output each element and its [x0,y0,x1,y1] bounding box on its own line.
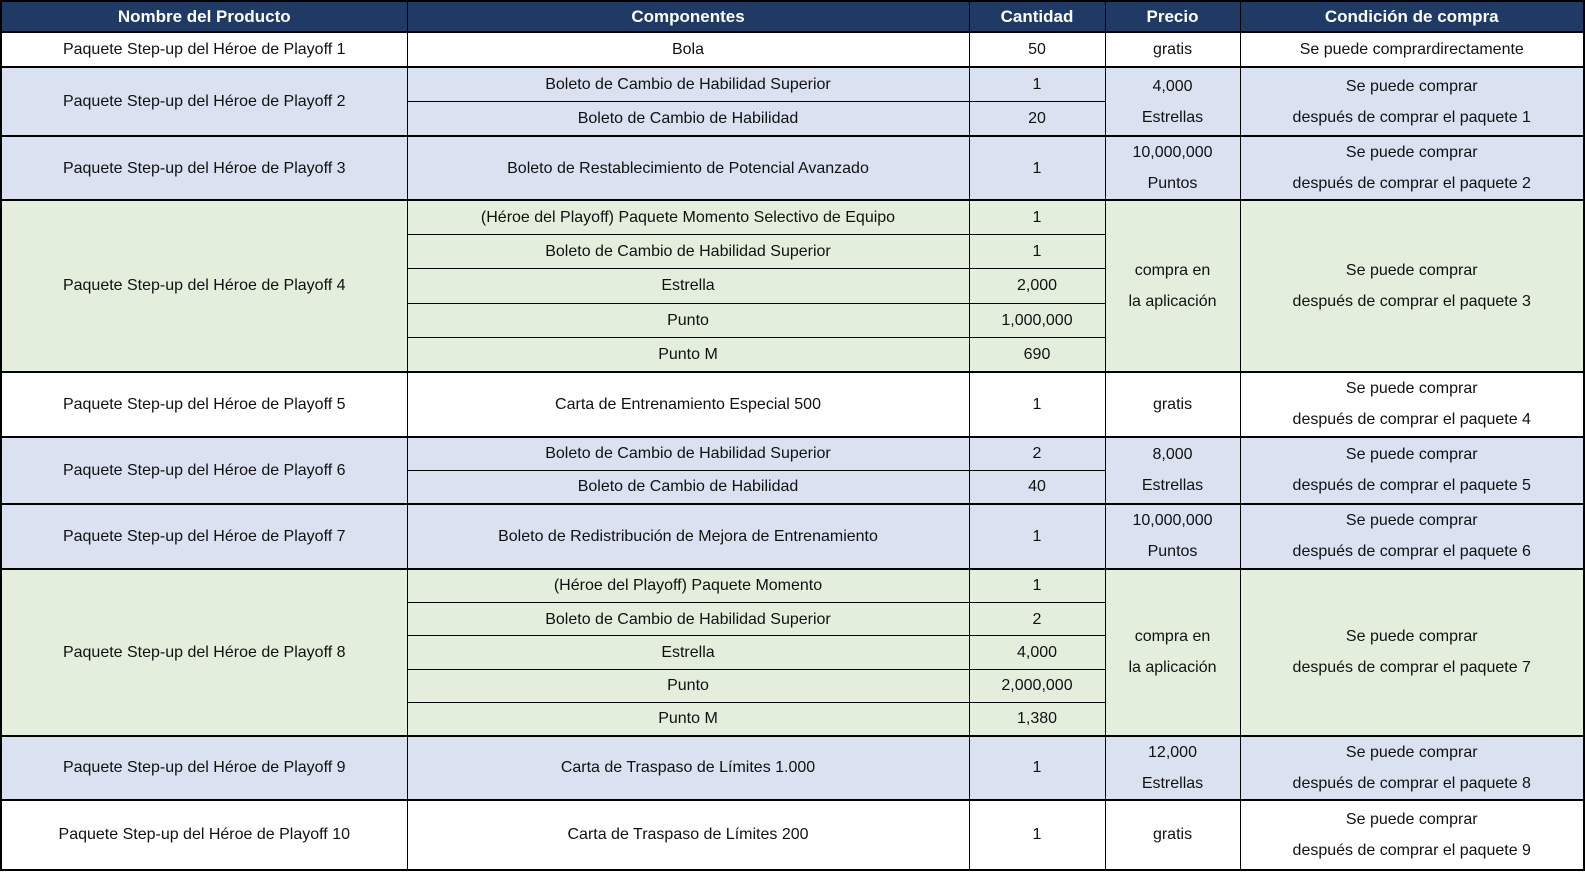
product-name-cell [1,200,407,372]
quantity-cell [969,569,1105,602]
component-cell [407,602,969,635]
quantity-cell [969,102,1105,137]
condition-cell [1240,504,1584,569]
quantity-cell-text: 4,000 [1016,643,1058,661]
product-name-cell-text: Paquete Step-up del Héroe de Playoff 2 [62,93,346,110]
component-cell-text: Punto [667,677,709,695]
product-name-cell-text: Paquete Step-up del Héroe de Playoff 9 [62,759,346,777]
quantity-cell [969,200,1105,234]
quantity-cell-text: 2,000,000 [1001,677,1073,695]
quantity-cell-text: 2 [1032,445,1042,463]
product-name-cell-text: Paquete Step-up del Héroe de Playoff 1 [62,41,346,58]
component-cell-text: Boleto de Cambio de Habilidad Superior [545,610,831,628]
quantity-cell-text: 1 [1032,759,1042,777]
package-row [1,32,1584,67]
component-cell [407,703,969,736]
product-name-cell-text: Paquete Step-up del Héroe de Playoff 10 [58,826,350,844]
quantity-cell [969,669,1105,702]
header-product-name: Nombre del Producto [1,1,407,32]
product-name-cell-text: Paquete Step-up del Héroe de Playoff 3 [62,159,346,177]
price-cell-text: la aplicación [1128,292,1217,310]
component-cell-text: Boleto de Cambio de Habilidad [577,110,799,127]
price-cell [1105,32,1240,67]
quantity-cell [969,32,1105,67]
condition-cell-text: después de comprar el paquete 7 [1292,659,1531,677]
component-cell [407,136,969,200]
component-cell-text: Punto M [658,710,718,728]
product-name-cell [1,504,407,569]
quantity-cell [969,372,1105,437]
quantity-cell [969,736,1105,800]
package-row [1,372,1584,437]
price-cell [1105,504,1240,569]
quantity-cell [969,470,1105,504]
quantity-cell [969,602,1105,635]
component-cell [407,200,969,234]
quantity-cell-text: 2,000 [1016,277,1058,295]
price-cell [1105,437,1240,504]
price-cell-text: 10,000,000 [1132,144,1213,161]
condition-cell-text: Se puede comprar [1345,810,1478,828]
component-cell-text: Punto [667,311,709,329]
product-name-cell-text: Paquete Step-up del Héroe de Playoff 4 [62,277,346,295]
component-cell-text: Carta de Traspaso de Límites 1.000 [560,759,816,777]
header-quantity: Cantidad [969,1,1105,32]
product-name-cell [1,136,407,200]
quantity-cell-text: 1 [1032,159,1042,177]
condition-cell-text: Se puede comprar [1345,743,1478,761]
quantity-cell [969,303,1105,337]
condition-cell-text: Se puede comprar [1345,144,1478,161]
quantity-cell [969,800,1105,870]
condition-cell-text: después de comprar el paquete 9 [1292,841,1531,859]
package-row [1,504,1584,569]
component-cell-text: Boleto de Cambio de Habilidad Superior [545,243,831,261]
condition-cell [1240,67,1584,136]
price-cell [1105,67,1240,136]
price-cell-text: 12,000 [1148,743,1197,761]
product-name-cell-text: Paquete Step-up del Héroe de Playoff 5 [62,395,346,413]
product-name-cell [1,437,407,504]
price-cell-text: Puntos [1147,175,1198,192]
product-name-cell-text: Paquete Step-up del Héroe de Playoff 7 [62,527,346,545]
component-cell [407,269,969,303]
quantity-cell [969,136,1105,200]
condition-cell [1240,136,1584,200]
price-cell-text: 4,000 [1152,77,1193,95]
price-cell-text: Estrellas [1141,774,1204,792]
component-cell [407,32,969,67]
condition-cell [1240,437,1584,504]
product-name-cell [1,569,407,736]
condition-cell-text: Se puede comprardirectamente [1299,41,1524,58]
price-cell-text: Estrellas [1141,477,1204,495]
price-cell-text: Estrellas [1141,108,1204,126]
quantity-cell-text: 2 [1032,610,1042,628]
quantity-cell [969,703,1105,736]
price-cell-text: compra en [1134,628,1211,646]
header-purchase-condition: Condición de compra [1240,1,1584,32]
package-rows [1,32,1584,870]
component-cell-text: Boleto de Redistribución de Mejora de Entrenamiento [498,527,878,545]
quantity-cell-text: 50 [1028,41,1046,58]
condition-cell-text: Se puede comprar [1345,380,1478,398]
package-row [1,67,1584,102]
quantity-cell-text: 1 [1032,826,1042,844]
quantity-cell [969,636,1105,669]
quantity-cell-text: 20 [1028,110,1046,127]
price-cell [1105,569,1240,736]
table-header-row [1,1,1584,32]
component-cell-text: Estrella [661,643,715,661]
component-cell [407,636,969,669]
quantity-cell-text: 1 [1032,208,1042,226]
price-cell [1105,736,1240,800]
component-cell [407,234,969,268]
package-row [1,736,1584,800]
condition-cell [1240,569,1584,736]
condition-cell-text: después de comprar el paquete 4 [1292,411,1531,429]
component-cell-text: (Héroe del Playoff) Paquete Momento [553,577,823,595]
condition-cell [1240,800,1584,870]
component-cell [407,669,969,702]
component-cell-text: Boleto de Restablecimiento de Potencial Avanzado [507,159,869,177]
component-cell-text: Boleto de Cambio de Habilidad Superior [545,76,831,93]
price-cell-text: gratis [1152,395,1193,413]
product-name-cell-text: Paquete Step-up del Héroe de Playoff 6 [62,461,346,479]
component-cell [407,736,969,800]
product-name-cell [1,800,407,870]
price-cell-text: 8,000 [1152,446,1193,464]
product-name-cell [1,372,407,437]
condition-cell-text: Se puede comprar [1345,628,1478,646]
price-cell-text: compra en [1134,261,1211,279]
price-cell-text: Puntos [1147,543,1198,561]
quantity-cell-text: 1 [1032,527,1042,545]
price-cell-text: gratis [1152,826,1193,844]
condition-cell-text: después de comprar el paquete 3 [1292,292,1531,310]
component-cell-text: Estrella [661,277,715,295]
quantity-cell-text: 1 [1032,395,1042,413]
condition-cell-text: después de comprar el paquete 8 [1292,774,1531,792]
condition-cell-text: Se puede comprar [1345,512,1478,530]
component-cell [407,470,969,504]
quantity-cell [969,437,1105,471]
component-cell-text: Boleto de Cambio de Habilidad Superior [545,445,831,463]
price-cell [1105,372,1240,437]
component-cell-text: (Héroe del Playoff) Paquete Momento Selectivo de Equipo [480,208,896,226]
quantity-cell-text: 690 [1023,346,1051,363]
package-row [1,437,1584,471]
quantity-cell-text: 1,380 [1016,710,1058,728]
product-name-cell [1,32,407,67]
component-cell [407,372,969,437]
package-row [1,800,1584,870]
component-cell-text: Punto M [658,346,718,363]
condition-cell [1240,32,1584,67]
component-cell [407,338,969,372]
price-cell-text: 10,000,000 [1132,512,1213,530]
quantity-cell [969,338,1105,372]
package-row [1,569,1584,602]
quantity-cell [969,504,1105,569]
condition-cell-text: Se puede comprar [1345,446,1478,464]
package-row [1,136,1584,200]
component-cell-text: Boleto de Cambio de Habilidad [577,478,799,496]
condition-cell-text: después de comprar el paquete 5 [1292,477,1531,495]
condition-cell-text: después de comprar el paquete 6 [1292,543,1531,561]
quantity-cell-text: 1,000,000 [1001,311,1073,329]
condition-cell-text: Se puede comprar [1345,77,1478,95]
quantity-cell-text: 1 [1032,243,1042,261]
quantity-cell-text: 1 [1032,76,1042,93]
quantity-cell [969,234,1105,268]
component-cell [407,102,969,137]
component-cell [407,303,969,337]
component-cell [407,569,969,602]
package-row [1,200,1584,234]
component-cell [407,67,969,102]
price-cell [1105,136,1240,200]
product-name-cell [1,67,407,136]
component-cell [407,437,969,471]
condition-cell [1240,736,1584,800]
price-cell-text: gratis [1152,41,1193,58]
condition-cell [1240,372,1584,437]
quantity-cell [969,67,1105,102]
condition-cell-text: después de comprar el paquete 1 [1292,108,1531,126]
condition-cell-text: Se puede comprar [1345,261,1478,279]
header-components: Componentes [407,1,969,32]
condition-cell-text: después de comprar el paquete 2 [1292,175,1531,192]
product-name-cell-text: Paquete Step-up del Héroe de Playoff 8 [62,643,346,661]
component-cell-text: Carta de Entrenamiento Especial 500 [555,395,821,413]
price-cell [1105,800,1240,870]
component-cell [407,800,969,870]
component-cell-text: Bola [671,41,705,58]
quantity-cell-text: 40 [1028,478,1046,496]
quantity-cell-text: 1 [1032,577,1042,595]
product-name-cell [1,736,407,800]
price-cell-text: la aplicación [1128,659,1217,677]
condition-cell [1240,200,1584,372]
component-cell [407,504,969,569]
component-cell-text: Carta de Traspaso de Límites 200 [567,826,809,844]
header-price: Precio [1105,1,1240,32]
price-cell [1105,200,1240,372]
quantity-cell [969,269,1105,303]
